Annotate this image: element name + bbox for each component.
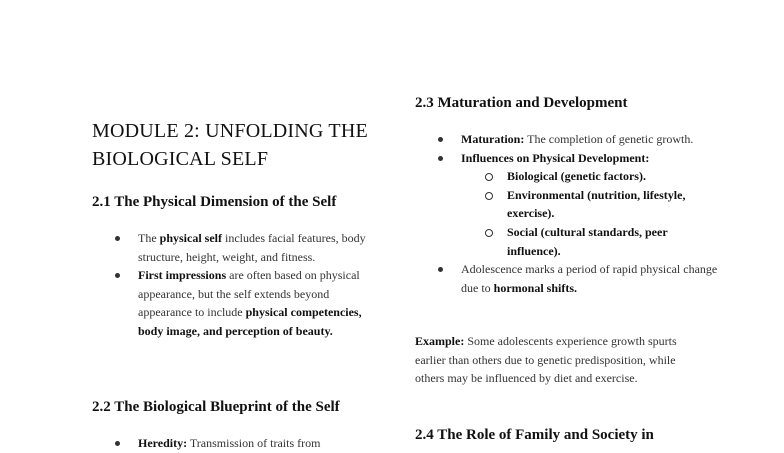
sub-list-item xyxy=(507,223,707,260)
text-fragment: The xyxy=(138,231,160,245)
bold-term: Social (cultural standards, peer influence). xyxy=(507,224,668,258)
bold-term: Example: xyxy=(415,334,465,348)
section-heading-2-2: 2.2 The Biological Blueprint of the Self xyxy=(92,399,340,415)
list-item xyxy=(138,434,366,453)
section-2-3-list xyxy=(461,130,721,297)
sub-list-item xyxy=(507,186,707,223)
list-item xyxy=(461,260,721,297)
bold-term: hormonal shifts. xyxy=(493,280,578,295)
bold-term: physical self xyxy=(159,231,222,245)
list-item xyxy=(461,149,721,261)
list-item xyxy=(461,130,721,149)
text-fragment: Some adolescents experience growth spurts earlier than others due to genetic predisposition, while others may be influenced by diet and exercise. xyxy=(415,334,677,386)
bold-term: Environmental (nutrition, lifestyle, exercise). xyxy=(507,187,686,221)
text-fragment: Transmission of traits from xyxy=(187,436,321,450)
text-fragment: The completion of genetic growth. xyxy=(524,132,694,146)
sub-list-item xyxy=(507,167,707,186)
list-item xyxy=(138,266,366,340)
text-fragment: includes facial features, body structure, height, weight, and fitness. xyxy=(138,231,366,264)
list-item xyxy=(138,229,366,266)
module-title: MODULE 2: UNFOLDING THE BIOLOGICAL SELF xyxy=(92,120,368,170)
bold-term: Heredity: xyxy=(138,436,188,450)
bold-term: Maturation: xyxy=(461,132,525,146)
example-paragraph xyxy=(415,332,705,388)
bold-term: First impressions xyxy=(138,268,227,283)
section-heading-2-4: 2.4 The Role of Family and Society in xyxy=(415,427,654,443)
section-heading-2-3: 2.3 Maturation and Development xyxy=(415,95,628,111)
section-2-1-list xyxy=(138,229,366,341)
text-fragment: Adolescence marks a period of rapid physical change due to xyxy=(461,262,718,295)
text-fragment: are often based on physical appearance, but the self extends beyond appearance to include xyxy=(138,268,360,320)
bold-term: Influences on Physical Development: xyxy=(461,150,650,165)
bold-term: Biological (genetic factors). xyxy=(507,169,646,184)
bold-term: physical competencies, body image, and perception of beauty. xyxy=(138,305,362,338)
sub-list xyxy=(507,167,707,260)
section-heading-2-1: 2.1 The Physical Dimension of the Self xyxy=(92,194,337,210)
